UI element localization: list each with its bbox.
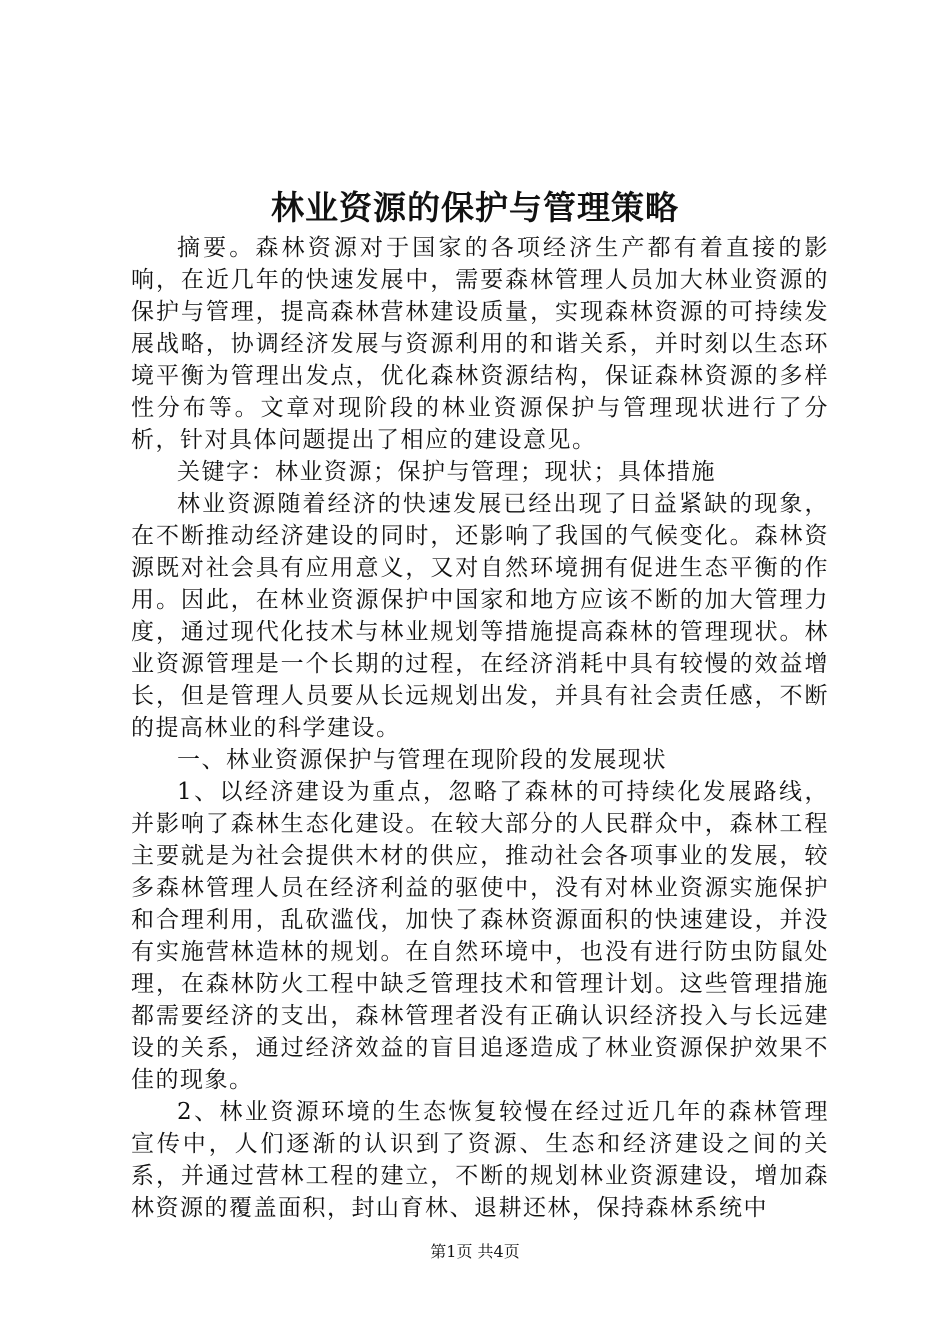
section-heading: 一、林业资源保护与管理在现阶段的发展现状 (177, 747, 667, 773)
page-number-footer: 第1页 共4页 (430, 1242, 520, 1261)
point-two-paragraph: 2、林业资源环境的生态恢复较慢在经过近几年的森林管理宣传中，人们逐渐的认识到了资源、生态和经济建设之间的关系，并通过营林工程的建立，不断的规划林业资源建设，增加森林资源的覆盖面积，封山育林、退耕还林，保持森林系统中 (131, 1099, 829, 1221)
document-body (131, 232, 829, 1224)
abstract-paragraph: 摘要。森林资源对于国家的各项经济生产都有着直接的影响，在近几年的快速发展中，需要森林管理人员加大林业资源的保护与管理，提高森林营林建设质量，实现森林资源的可持续发展战略，协调经济发展与资源利用的和谐关系，并时刻以生态环境平衡为管理出发点，优化森林资源结构，保证森林资源的多样性分布等。文章对现阶段的林业资源保护与管理现状进行了分析，针对具体问题提出了相应的建设意见。 (131, 235, 829, 453)
document-title: 林业资源的保护与管理策略 (271, 188, 679, 227)
point-one-paragraph: 1、以经济建设为重点，忽略了森林的可持续化发展路线，并影响了森林生态化建设。在较大部分的人民群众中，森林工程主要就是为社会提供木材的供应，推动社会各项事业的发展，较多森林管理人员在经济利益的驱使中，没有对林业资源实施保护和合理利用，乱砍滥伐，加快了森林资源面积的快速建设，并没有实施营林造林的规划。在自然环境中，也没有进行防虫防鼠处理，在森林防火工程中缺乏管理技术和管理计划。这些管理措施都需要经济的支出，森林管理者没有正确认识经济投入与长远建设的关系，通过经济效益的盲目追逐造成了林业资源保护效果不佳的现象。 (131, 779, 829, 1093)
keywords-paragraph: 关键字：林业资源；保护与管理；现状；具体措施 (177, 459, 716, 485)
intro-paragraph: 林业资源随着经济的快速发展已经出现了日益紧缺的现象，在不断推动经济建设的同时，还影响了我国的气候变化。森林资源既对社会具有应用意义，又对自然环境拥有促进生态平衡的作用。因此，在林业资源保护中国家和地方应该不断的加大管理力度，通过现代化技术与林业规划等措施提高森林的管理现状。林业资源管理是一个长期的过程，在经济消耗中具有较慢的效益增长，但是管理人员要从长远规划出发，并具有社会责任感，不断的提高林业的科学建设。 (131, 491, 829, 741)
